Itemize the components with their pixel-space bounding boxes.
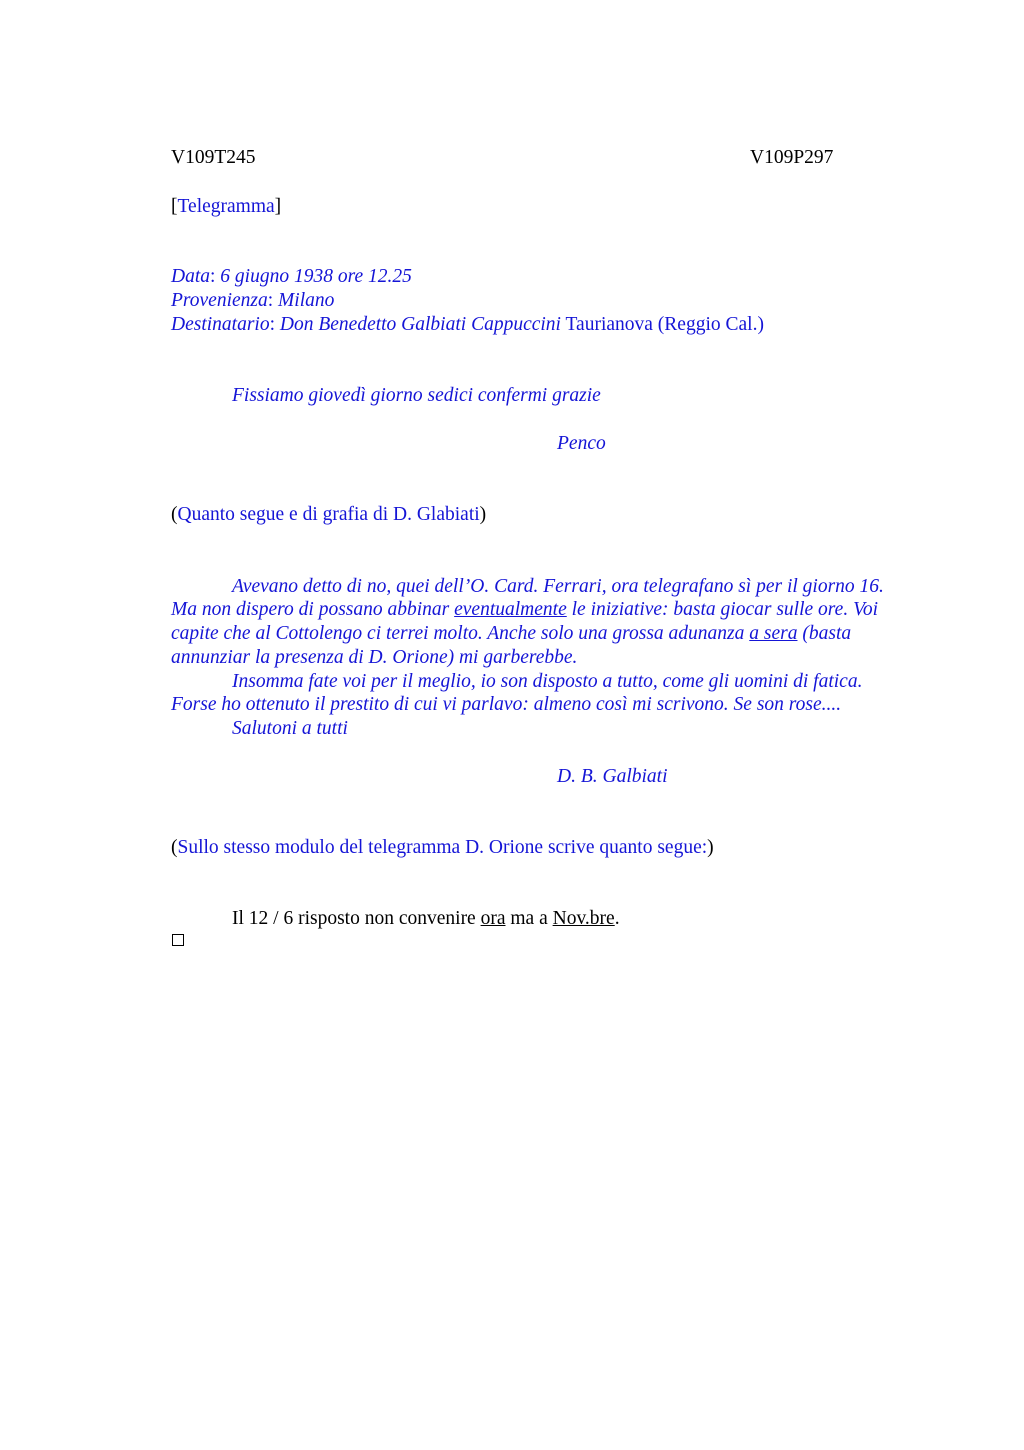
- letter-line-1: Avevano detto di no, quei dell’O. Card. Ferrari, ora telegrafano sì per il giorno 16.: [232, 576, 884, 597]
- recipient-label: Destinatario: [171, 314, 270, 335]
- recipient-line: [171, 313, 764, 337]
- bracket-close: ]: [274, 196, 282, 217]
- origin-label: Provenienza: [171, 290, 268, 311]
- paren-open: (: [171, 837, 178, 858]
- date-value: 6 giugno 1938 ore 12.25: [220, 266, 412, 287]
- letter-line-4: annunziar la presenza di D. Orione) mi garberebbe.: [171, 647, 578, 668]
- letter-signature: D. B. Galbiati: [557, 766, 668, 787]
- underlined-novbre: Nov.bre: [552, 908, 615, 929]
- letter-line-6: Forse ho ottenuto il prestito di cui vi parlavo: almeno così mi scrivono. Se son rose....: [171, 694, 842, 715]
- recipient-place: Taurianova (Reggio Cal.): [565, 314, 764, 335]
- underlined-a-sera: a sera: [749, 623, 798, 644]
- note-orione: [171, 836, 714, 860]
- left-code: V109T245: [171, 147, 256, 168]
- doc-type: [171, 195, 281, 219]
- note-orione-text: Sullo stesso modulo del telegramma D. Orione scrive quanto segue:: [177, 837, 708, 858]
- letter-line-2-a: Ma non dispero di possano abbinar: [171, 599, 455, 620]
- paren-open: (: [171, 504, 178, 525]
- recipient-value: Don Benedetto Galbiati Cappuccini: [279, 314, 561, 335]
- colon: :: [267, 290, 279, 311]
- telegram-signature: Penco: [557, 433, 606, 454]
- date-line: [171, 265, 412, 289]
- letter-line-2: [171, 598, 878, 622]
- paren-close: ): [707, 837, 714, 858]
- bracket-open: [: [171, 196, 178, 217]
- colon: :: [269, 314, 280, 335]
- checkbox-icon: [172, 934, 184, 946]
- origin-value: Milano: [278, 290, 335, 311]
- telegram-text: Fissiamo giovedì giorno sedici confermi grazie: [232, 385, 601, 406]
- colon: :: [210, 266, 221, 287]
- letter-line-3-b: (basta: [797, 623, 852, 644]
- reply-line: [232, 907, 620, 931]
- letter-line-7: Salutoni a tutti: [232, 718, 348, 739]
- note-handwriting: [171, 503, 486, 527]
- underlined-eventualmente: eventualmente: [454, 599, 567, 620]
- note-handwriting-text: Quanto segue e di grafia di D. Glabiati: [177, 504, 480, 525]
- letter-line-3-a: capite che al Cottolengo ci terrei molto. Anche solo una grossa adunanza: [171, 623, 750, 644]
- right-code: V109P297: [750, 147, 834, 168]
- letter-line-5: Insomma fate voi per il meglio, io son disposto a tutto, come gli uomini di fatica.: [232, 671, 863, 692]
- reply-b: ma a: [505, 908, 553, 929]
- paren-close: ): [479, 504, 487, 525]
- date-label: Data: [171, 266, 210, 287]
- reply-a: Il 12 / 6 risposto non convenire: [232, 908, 481, 929]
- letter-line-2-b: le iniziative: basta giocar sulle ore. Voi: [566, 599, 878, 620]
- reply-c: .: [614, 908, 620, 929]
- letter-line-3: [171, 622, 851, 646]
- origin-line: [171, 289, 334, 313]
- doc-type-label: Telegramma: [177, 196, 275, 217]
- underlined-ora: ora: [480, 908, 506, 929]
